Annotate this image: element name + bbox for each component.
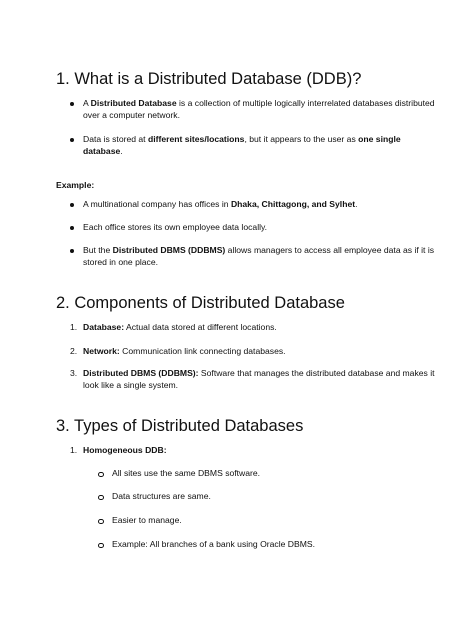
text-run: Software that manages the distributed database and makes it look like a single system. <box>83 368 435 390</box>
text-run: , but it appears to the user as <box>244 134 359 144</box>
hollow-bullet-icon <box>98 515 104 528</box>
item-text <box>83 346 440 358</box>
bold-text: different sites/locations <box>147 134 245 144</box>
text-run: Actual data stored at different locations. <box>124 322 277 332</box>
text-run: Communication link connecting databases. <box>119 346 286 356</box>
text-run: A multinational company has offices in <box>83 199 231 209</box>
bullet-icon <box>70 245 82 257</box>
sub-item-text: Example: All branches of a bank using Oracle DBMS. <box>112 539 316 549</box>
sub-item-text: Data structures are same. <box>112 491 211 501</box>
section-2-heading: 2. Components of Distributed Database <box>56 294 345 312</box>
text-run: is a collection of multiple logically interrelated databases distributed over a computer network. <box>83 98 435 120</box>
text-run: Data is stored at <box>83 134 148 144</box>
bullet-icon <box>70 222 82 234</box>
bullet-text <box>83 98 440 121</box>
bold-text: Distributed DBMS (DDBMS) <box>112 245 226 255</box>
sub-item-text: All sites use the same DBMS software. <box>112 468 261 478</box>
text-run: A <box>83 98 91 108</box>
item-number: 3. <box>70 368 78 378</box>
item-text <box>83 368 440 391</box>
text-run: allows managers to access all employee data as if it is stored in one place. <box>83 245 435 267</box>
bullet-text <box>83 134 440 157</box>
bullet-text <box>83 199 440 211</box>
item-number: 2. <box>70 346 78 356</box>
item-number: 1. <box>70 322 78 332</box>
sub-item-text: Easier to manage. <box>112 515 182 525</box>
bold-text: Database: <box>83 322 125 332</box>
text-run: But the <box>83 245 113 255</box>
bullet-text <box>83 245 440 268</box>
bullet-text <box>83 222 440 234</box>
bullet-icon <box>70 134 82 146</box>
item-text <box>83 322 440 334</box>
example-label: Example: <box>56 180 95 190</box>
item-number: 1. <box>70 445 78 455</box>
item-text <box>83 445 440 457</box>
hollow-bullet-icon <box>98 491 104 504</box>
bold-text: one single database <box>83 134 401 156</box>
hollow-bullet-icon <box>98 539 104 552</box>
bold-text: Dhaka, Chittagong, and Sylhet <box>230 199 356 209</box>
bold-text: Homogeneous DDB: <box>83 445 167 455</box>
bullet-icon <box>70 98 82 110</box>
hollow-bullet-icon <box>98 468 104 481</box>
bold-text: Distributed DBMS (DDBMS): <box>83 368 199 378</box>
bold-text: Network: <box>83 346 120 356</box>
section-3-heading: 3. Types of Distributed Databases <box>56 417 304 435</box>
bullet-icon <box>70 199 82 211</box>
text-run: Each office stores its own employee data locally. <box>83 222 268 232</box>
bold-text: Distributed Database <box>90 98 177 108</box>
text-run: . <box>120 145 123 156</box>
text-run: . <box>355 199 358 209</box>
section-1-heading: 1. What is a Distributed Database (DDB)? <box>56 70 362 88</box>
